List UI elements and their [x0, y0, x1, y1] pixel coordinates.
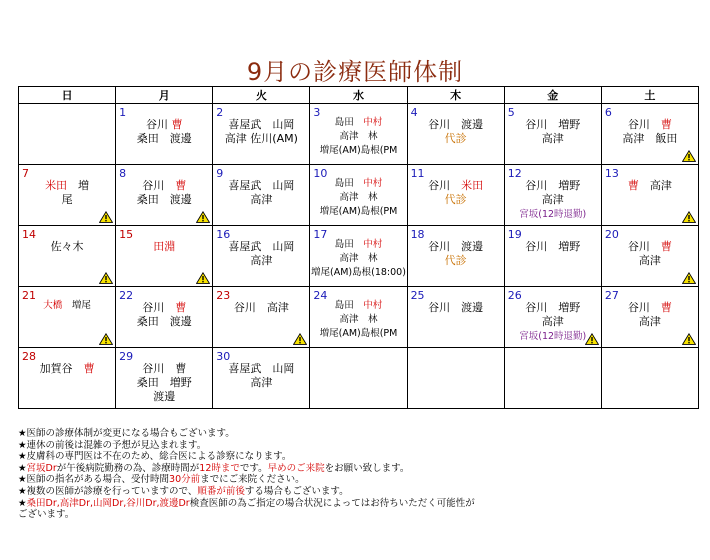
doctor-line — [310, 205, 406, 219]
text-segment: ★ — [18, 462, 27, 474]
day-cell — [213, 104, 310, 165]
empty-cell — [601, 348, 698, 409]
day-number: 10 — [313, 167, 328, 180]
text-segment: する場合もございます。 — [244, 485, 349, 497]
text-segment: 桑田 渡邊 — [136, 132, 192, 145]
doctor-list — [408, 118, 504, 146]
day-cell — [116, 226, 213, 287]
doctor-line — [19, 193, 115, 207]
day-cell — [407, 165, 504, 226]
text-segment: 増尾(AM)島根(18:00) — [311, 267, 406, 278]
text-segment: 宮坂(12時退勤) — [519, 209, 587, 220]
text-segment: 田淵 — [153, 240, 176, 253]
doctor-line — [116, 179, 212, 193]
text-segment: 高津 — [250, 376, 273, 389]
text-segment: 尾 — [61, 193, 73, 206]
empty-cell — [310, 348, 407, 409]
day-number: 27 — [604, 289, 619, 302]
text-segment: 渡邊 — [153, 390, 176, 403]
doctor-line — [116, 362, 212, 376]
text-segment: ★複数の医師が診療を行っていますので、 — [18, 485, 198, 497]
day-number: 5 — [507, 106, 515, 119]
day-cell — [116, 287, 213, 348]
doctor-line — [19, 362, 115, 376]
doctor-list — [116, 179, 212, 207]
doctor-line — [310, 116, 406, 130]
text-segment: 高津 — [638, 315, 661, 328]
page-title: 9月の診療医師体制 — [246, 58, 464, 86]
text-segment: 谷川 曹 — [142, 362, 187, 375]
text-segment: 谷川 増野 — [525, 301, 581, 314]
doctor-list — [19, 362, 115, 376]
text-segment: 島田 — [334, 239, 364, 250]
day-number: 25 — [410, 289, 425, 302]
day-cell — [116, 104, 213, 165]
day-number: 13 — [604, 167, 619, 180]
day-cell — [19, 226, 116, 287]
doctor-line — [602, 118, 698, 132]
day-number: 19 — [507, 228, 522, 241]
week-row — [19, 165, 699, 226]
text-segment: 増 — [67, 179, 90, 192]
warning-icon — [293, 333, 307, 345]
text-segment: 曹 — [175, 179, 187, 192]
day-cell — [116, 165, 213, 226]
text-segment: 谷川 — [142, 301, 176, 314]
day-cell — [504, 287, 601, 348]
doctor-list — [505, 179, 601, 222]
text-segment: 桑田 渡邊 — [136, 315, 192, 328]
doctor-line — [602, 301, 698, 315]
doctor-list — [213, 118, 309, 146]
doctor-list — [19, 299, 115, 313]
day-cell — [213, 287, 310, 348]
week-row — [19, 226, 699, 287]
doctor-line — [310, 299, 406, 313]
day-cell — [504, 104, 601, 165]
doctor-line — [116, 301, 212, 315]
day-number: 14 — [22, 228, 36, 241]
day-number: 3 — [313, 106, 321, 119]
text-segment: が午後病院勤務の為、診療時間が — [56, 462, 200, 474]
day-number: 17 — [313, 228, 328, 241]
day-number: 2 — [216, 106, 224, 119]
text-segment: 谷川 増野 — [525, 240, 581, 253]
warning-icon — [682, 150, 696, 162]
text-segment: 谷川 — [142, 179, 176, 192]
text-segment: 中村 — [363, 239, 383, 250]
text-segment: です。 — [239, 462, 268, 474]
text-segment: 増尾(AM)島根(PM — [319, 145, 398, 156]
text-segment: 曹 — [660, 301, 672, 314]
text-segment: 高津 — [250, 193, 273, 206]
doctor-list — [116, 301, 212, 329]
text-segment: 高津 — [638, 179, 672, 192]
doctor-line — [213, 376, 309, 390]
weekday-header: 火 — [213, 87, 310, 104]
doctor-line — [310, 144, 406, 158]
text-segment: 増尾(AM)島根(PM — [319, 206, 398, 217]
doctor-line — [310, 327, 406, 341]
doctor-line — [310, 177, 406, 191]
doctor-line — [19, 299, 115, 313]
text-segment: までにご来院ください。 — [200, 474, 305, 486]
text-segment: 曹 — [660, 240, 672, 253]
doctor-list — [505, 118, 601, 146]
day-cell — [213, 165, 310, 226]
day-cell — [310, 104, 407, 165]
text-segment: 佐々木 — [50, 240, 84, 253]
weekday-header: 水 — [310, 87, 407, 104]
weekday-header: 土 — [601, 87, 698, 104]
notes-section — [18, 428, 698, 521]
day-cell — [116, 348, 213, 409]
doctor-line — [310, 238, 406, 252]
doctor-line — [116, 315, 212, 329]
text-segment: 早めのご来院 — [267, 462, 325, 474]
text-segment: 増尾(AM)島根(PM — [319, 328, 398, 339]
day-number: 8 — [119, 167, 127, 180]
doctor-line — [116, 390, 212, 404]
week-row — [19, 287, 699, 348]
doctor-list — [505, 240, 601, 254]
text-segment: 曹 — [175, 301, 187, 314]
note-line — [18, 451, 698, 463]
day-cell — [213, 226, 310, 287]
day-number: 15 — [119, 228, 134, 241]
warning-icon — [682, 333, 696, 345]
doctor-line — [213, 362, 309, 376]
note-line — [18, 428, 698, 440]
text-segment: 中村 — [363, 178, 383, 189]
doctor-line — [408, 254, 504, 268]
day-cell — [19, 287, 116, 348]
day-number: 24 — [313, 289, 328, 302]
text-segment: 谷川 — [627, 301, 661, 314]
doctor-list — [602, 118, 698, 146]
day-cell — [19, 165, 116, 226]
empty-cell — [504, 348, 601, 409]
text-segment: 中村 — [363, 117, 383, 128]
day-number: 1 — [119, 106, 127, 119]
text-segment: 谷川 高津 — [233, 301, 289, 314]
text-segment: 高津 — [250, 254, 273, 267]
doctor-list — [116, 240, 212, 254]
doctor-list — [213, 240, 309, 268]
day-cell — [310, 287, 407, 348]
doctor-line — [19, 240, 115, 254]
text-segment: 曹 — [627, 179, 639, 192]
text-segment: ★医師の指名がある場合、受付時間 — [18, 474, 170, 486]
text-segment: ★連休の前後は混雑の予想が見込まれます。 — [18, 439, 207, 451]
text-segment: 宮坂(12時退勤) — [519, 331, 587, 342]
day-number: 12 — [507, 167, 522, 180]
doctor-line — [408, 193, 504, 207]
text-segment: 桑田Dr,高津Dr,山岡Dr,谷川Dr,渡邊Dr — [26, 497, 190, 509]
day-cell — [310, 165, 407, 226]
doctor-line — [602, 179, 698, 193]
text-segment: 谷川 渡邊 — [428, 240, 484, 253]
text-segment: 中村 — [363, 300, 383, 311]
weekday-header: 月 — [116, 87, 213, 104]
text-segment: 喜屋武 山岡 — [228, 362, 295, 375]
weekday-header-row — [19, 87, 699, 104]
day-cell — [310, 226, 407, 287]
text-segment: 高津 — [541, 193, 564, 206]
doctor-list — [602, 240, 698, 268]
warning-icon — [682, 211, 696, 223]
doctor-line — [602, 240, 698, 254]
doctor-list — [116, 362, 212, 404]
text-segment: 島田 — [334, 117, 364, 128]
text-segment: 代診 — [444, 254, 467, 267]
warning-icon — [196, 272, 210, 284]
note-line — [18, 509, 698, 521]
text-segment: 桑田 増野 — [136, 376, 192, 389]
doctor-line — [505, 193, 601, 207]
day-number: 30 — [216, 350, 231, 363]
day-number: 18 — [410, 228, 425, 241]
weekday-header: 日 — [19, 87, 116, 104]
text-segment: 島田 — [334, 178, 364, 189]
doctor-list — [213, 362, 309, 390]
text-segment: 谷川 増野 — [525, 118, 581, 131]
day-number: 11 — [410, 167, 425, 180]
doctor-list — [408, 179, 504, 207]
day-number: 7 — [22, 167, 29, 180]
calendar-body — [19, 104, 699, 409]
doctor-line — [505, 132, 601, 146]
doctor-list — [310, 177, 406, 219]
text-segment: ★皮膚科の専門医は不在のため、総合医による診察になります。 — [18, 451, 292, 463]
note-line — [18, 486, 698, 498]
text-segment: 谷川 渡邊 — [428, 301, 484, 314]
doctor-line — [19, 179, 115, 193]
day-number: 20 — [604, 228, 619, 241]
doctor-line — [505, 118, 601, 132]
text-segment: 曹 — [171, 118, 183, 131]
doctor-list — [19, 179, 115, 207]
text-segment: 喜屋武 山岡 — [228, 179, 295, 192]
warning-icon — [682, 272, 696, 284]
day-cell — [601, 226, 698, 287]
warning-icon — [99, 272, 113, 284]
text-segment: 谷川 — [145, 118, 172, 131]
text-segment: 高津 林 — [339, 253, 378, 264]
empty-cell — [19, 104, 116, 165]
doctor-line — [602, 132, 698, 146]
doctor-line — [116, 118, 212, 132]
note-line — [18, 498, 698, 510]
doctor-list — [310, 238, 406, 280]
text-segment: 30分前 — [169, 474, 201, 486]
doctor-line — [213, 301, 309, 315]
text-segment: 高津 佐川(AM) — [224, 132, 298, 145]
text-segment: 順番が前後 — [197, 485, 245, 497]
day-number: 6 — [604, 106, 612, 119]
doctor-list — [116, 118, 212, 146]
day-cell — [601, 287, 698, 348]
doctor-line — [408, 301, 504, 315]
doctor-line — [310, 313, 406, 327]
text-segment: 谷川 — [627, 240, 661, 253]
day-number: 4 — [410, 106, 418, 119]
note-line — [18, 463, 698, 475]
doctor-list — [602, 179, 698, 193]
doctor-line — [116, 132, 212, 146]
text-segment: 大橋 — [43, 300, 63, 311]
day-number: 29 — [119, 350, 134, 363]
text-segment: 高津 林 — [339, 314, 378, 325]
doctor-line — [408, 118, 504, 132]
doctor-line — [310, 266, 406, 280]
week-row — [19, 104, 699, 165]
doctor-line — [505, 179, 601, 193]
text-segment: ★医師の診療体制が変更になる場合もございます。 — [18, 428, 235, 439]
doctor-list — [310, 116, 406, 158]
doctor-line — [505, 207, 601, 222]
empty-cell — [407, 348, 504, 409]
text-segment: 高津 林 — [339, 131, 378, 142]
text-segment: 宮坂Dr — [26, 462, 57, 474]
warning-icon — [196, 211, 210, 223]
doctor-line — [310, 130, 406, 144]
note-line — [18, 474, 698, 486]
doctor-line — [116, 193, 212, 207]
text-segment: 高津 飯田 — [622, 132, 678, 145]
doctor-line — [310, 252, 406, 266]
text-segment: 谷川 — [428, 179, 462, 192]
day-number: 9 — [216, 167, 224, 180]
doctor-line — [310, 191, 406, 205]
doctor-line — [213, 179, 309, 193]
doctor-line — [408, 240, 504, 254]
text-segment: 喜屋武 山岡 — [228, 240, 295, 253]
day-cell — [407, 287, 504, 348]
day-number: 16 — [216, 228, 231, 241]
doctor-line — [408, 132, 504, 146]
doctor-line — [505, 315, 601, 329]
doctor-list — [408, 301, 504, 315]
doctor-line — [505, 301, 601, 315]
text-segment: 加賀谷 — [39, 362, 84, 375]
doctor-list — [19, 240, 115, 254]
doctor-line — [213, 254, 309, 268]
text-segment: 喜屋武 山岡 — [228, 118, 295, 131]
text-segment: 曹 — [83, 362, 95, 375]
day-number: 22 — [119, 289, 134, 302]
doctor-line — [408, 179, 504, 193]
text-segment: 代診 — [444, 193, 467, 206]
text-segment: ★ — [18, 497, 27, 509]
warning-icon — [99, 333, 113, 345]
day-cell — [19, 348, 116, 409]
doctor-list — [310, 299, 406, 341]
day-number: 21 — [22, 289, 36, 302]
doctor-list — [602, 301, 698, 329]
text-segment: 増尾 — [62, 300, 91, 311]
text-segment: 曹 — [660, 118, 672, 131]
doctor-line — [116, 376, 212, 390]
warning-icon — [99, 211, 113, 223]
text-segment: 高津 — [541, 132, 564, 145]
day-cell — [407, 226, 504, 287]
calendar-table — [18, 86, 699, 409]
day-cell — [213, 348, 310, 409]
text-segment: 米田 — [461, 179, 484, 192]
doctor-line — [213, 240, 309, 254]
day-cell — [601, 165, 698, 226]
doctor-list — [213, 301, 309, 315]
day-cell — [504, 226, 601, 287]
doctor-list — [408, 240, 504, 268]
text-segment: ございます。 — [18, 509, 75, 521]
doctor-line — [213, 132, 309, 146]
doctor-line — [602, 254, 698, 268]
weekday-header: 木 — [407, 87, 504, 104]
weekday-header: 金 — [504, 87, 601, 104]
doctor-line — [213, 193, 309, 207]
text-segment: 高津 — [541, 315, 564, 328]
day-number: 23 — [216, 289, 231, 302]
text-segment: 代診 — [444, 132, 467, 145]
day-number: 26 — [507, 289, 522, 302]
text-segment: 高津 — [638, 254, 661, 267]
day-cell — [504, 165, 601, 226]
day-cell — [601, 104, 698, 165]
week-row — [19, 348, 699, 409]
text-segment: 米田 — [45, 179, 68, 192]
day-cell — [407, 104, 504, 165]
doctor-line — [213, 118, 309, 132]
text-segment: 谷川 増野 — [525, 179, 581, 192]
text-segment: 桑田 渡邊 — [136, 193, 192, 206]
text-segment: 島田 — [334, 300, 364, 311]
doctor-list — [213, 179, 309, 207]
note-line — [18, 440, 698, 452]
text-segment: 検査医師の為ご指定の場合状況によってはお待ちいただく可能性が — [189, 497, 475, 509]
doctor-line — [602, 315, 698, 329]
text-segment: 谷川 渡邊 — [428, 118, 484, 131]
text-segment: 高津 林 — [339, 192, 378, 203]
day-number: 28 — [22, 350, 36, 363]
doctor-line — [505, 240, 601, 254]
warning-icon — [585, 333, 599, 345]
text-segment: 12時まで — [199, 462, 240, 474]
text-segment: 谷川 — [627, 118, 661, 131]
doctor-line — [116, 240, 212, 254]
text-segment: をお願い致します。 — [324, 462, 410, 474]
